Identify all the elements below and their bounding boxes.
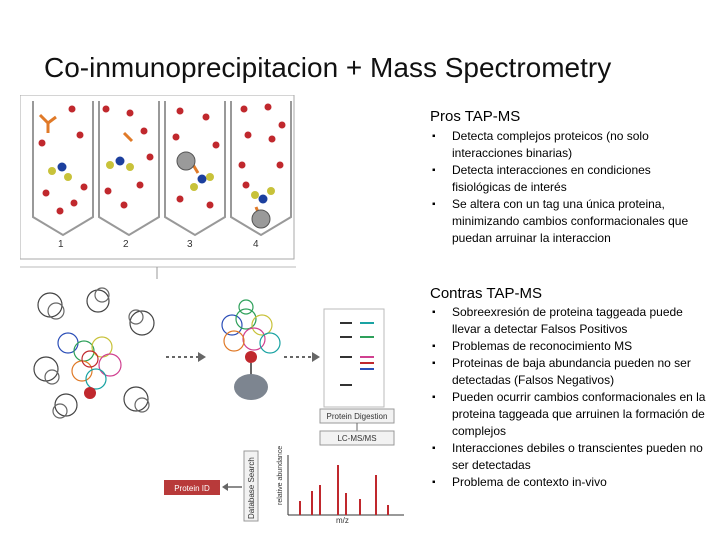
contras-list: [430, 304, 712, 491]
protein-mixture: [34, 288, 154, 418]
list-item: ▪ Problemas de reconocimiento MS: [430, 338, 712, 355]
gel-icon: [324, 309, 384, 407]
database-search-label: Database Search: [247, 457, 256, 519]
list-item: ▪ Pueden ocurrir cambios conformacionales en la proteina taggeada que arruinen la formación de complejos: [430, 389, 712, 440]
list-item: ▪ Problema de contexto in-vivo: [430, 474, 712, 491]
tube-label: 1: [58, 239, 64, 250]
tap-ms-workflow-figure: [20, 265, 410, 540]
bead-icon: [177, 152, 195, 170]
list-item: ▪ Se altera con un tag una única proteina, minimizando cambios conformacionales que puedan arruinar la interaccion: [430, 196, 712, 247]
ip-tubes-figure: [20, 95, 295, 260]
tube-label: 4: [253, 239, 259, 250]
list-item: ▪ Detecta complejos proteicos (no solo interacciones binarias): [430, 128, 712, 162]
protein-digestion-label: Protein Digestion: [326, 412, 388, 421]
bead-icon: [234, 374, 268, 400]
tube-label: 3: [187, 239, 193, 250]
protein-id-label: Protein ID: [174, 484, 210, 493]
list-item: ▪ Detecta interacciones en condiciones fisiológicas de interés: [430, 162, 712, 196]
pros-list: [430, 128, 712, 247]
contras-heading: Contras TAP-MS: [430, 285, 542, 302]
list-item: ▪ Sobreexresión de proteina taggeada puede llevar a detectar Falsos Positivos: [430, 304, 712, 338]
tube-label: 2: [123, 239, 129, 250]
tag-icon: [245, 351, 257, 363]
relative-abundance-label: relative abundance: [277, 445, 284, 505]
lcms-label: LC-MS/MS: [337, 434, 377, 443]
tag-icon: [84, 387, 96, 399]
slide-title: Co-inmunoprecipitacion + Mass Spectrometry: [44, 52, 612, 83]
bead-icon: [252, 210, 270, 228]
mz-label: m/z: [336, 516, 349, 525]
list-item: ▪ Interacciones debiles o transcientes pueden no ser detectadas: [430, 440, 712, 474]
ms-spectrum: [288, 455, 404, 515]
purified-complex: [222, 300, 280, 353]
list-item: ▪ Proteinas de baja abundancia pueden no ser detectadas (Falsos Negativos): [430, 355, 712, 389]
pros-heading: Pros TAP-MS: [430, 108, 521, 125]
